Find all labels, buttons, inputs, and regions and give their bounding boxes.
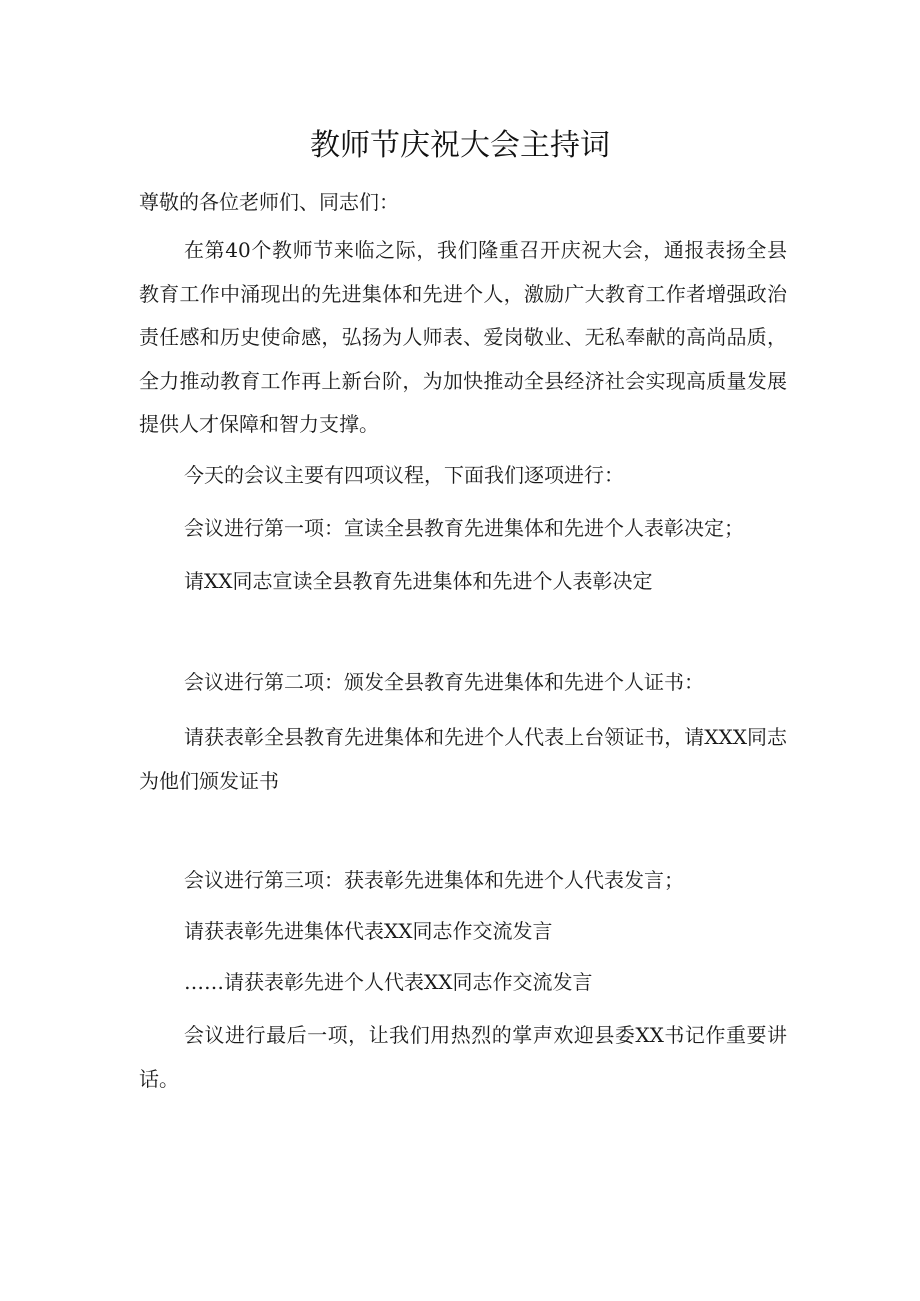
document-title: 教师节庆祝大会主持词 [310,128,610,163]
agenda-item-3: 会议进行第三项：获表彰先进集体和先进个人代表发言； [184,868,684,892]
agenda-intro: 今天的会议主要有四项议程，下面我们逐项进行： [184,463,624,487]
agenda-item-3-detail-2: ……请获表彰先进个人代表XX同志作交流发言 [184,970,593,994]
agenda-item-3-detail-1: 请获表彰先进集体代表XX同志作交流发言 [184,919,553,943]
intro-paragraph: 在第40个教师节来临之际，我们隆重召开庆祝大会，通报表扬全县教育工作中涌现出的先进集体和先进个人，激励广大教育工作者增强政治责任感和历史使命感，弘扬为人师表、爱岗敬业、无私奉献的高尚品质，全力推动教育工作再上新台阶，为加快推动全县经济社会实现高质量发展提供人才保障和智力支撑。 [139,238,787,436]
salutation: 尊敬的各位老师们、同志们： [139,190,399,214]
closing-paragraph: 会议进行最后一项，让我们用热烈的掌声欢迎县委XX书记作重要讲话。 [139,1023,787,1091]
agenda-item-2: 会议进行第二项：颁发全县教育先进集体和先进个人证书： [184,670,704,694]
agenda-item-1-detail: 请XX同志宣读全县教育先进集体和先进个人表彰决定 [184,569,653,593]
agenda-item-2-detail: 请获表彰全县教育先进集体和先进个人代表上台领证书，请XXX同志为他们颁发证书 [139,725,787,793]
agenda-item-1: 会议进行第一项：宣读全县教育先进集体和先进个人表彰决定； [184,516,744,540]
